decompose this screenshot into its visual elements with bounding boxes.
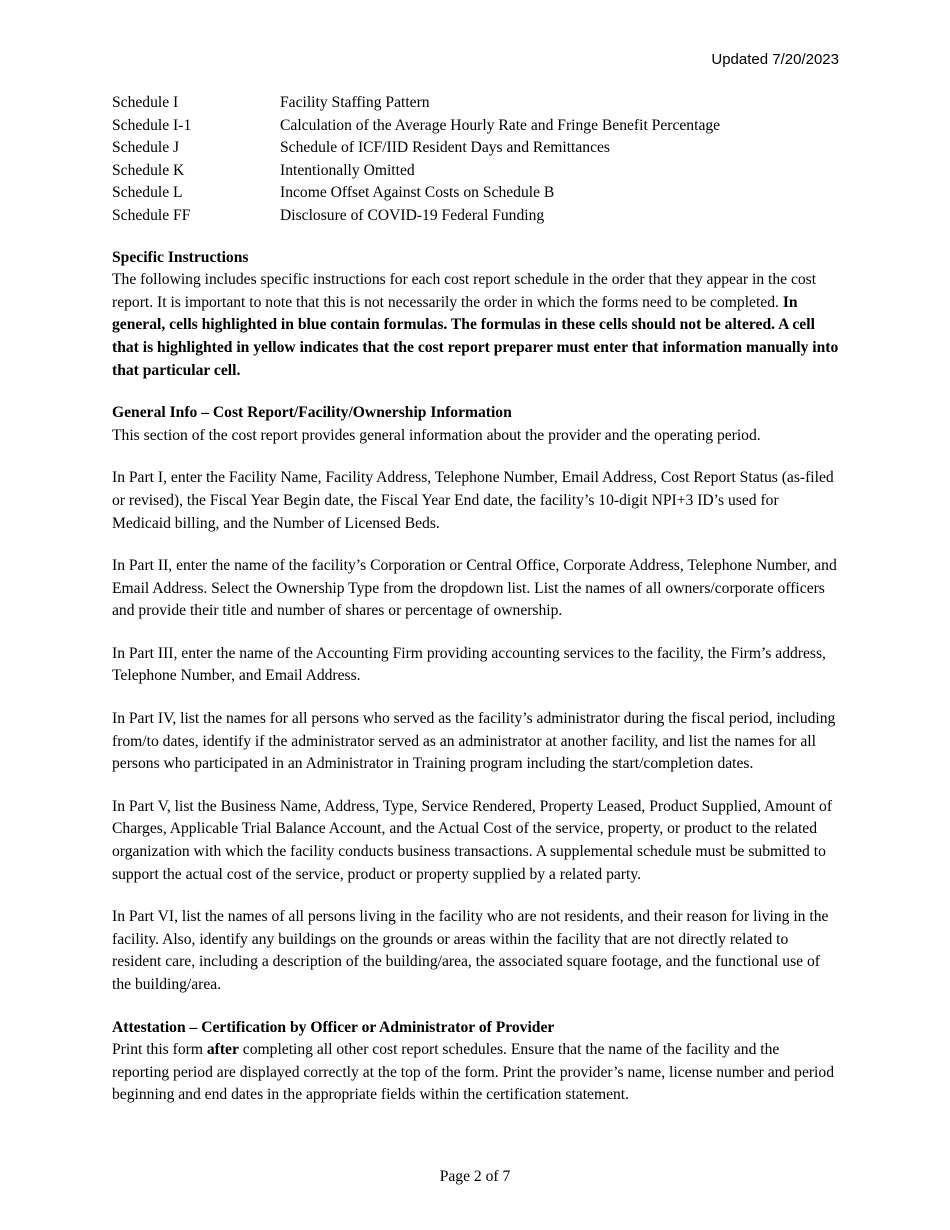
schedule-title: Calculation of the Average Hourly Rate and Fringe Benefit Percentage [280,116,721,134]
general-intro: This section of the cost report provides general information about the provider and the operating period. [112,426,761,444]
schedule-row [112,205,720,228]
specific-instructions-text [112,269,840,382]
updated-date: Updated 7/20/2023 [711,51,839,68]
schedule-code: Schedule I [112,94,179,111]
schedule-code: Schedule K [112,161,185,179]
schedule-row [112,92,720,115]
part-paragraph: In Part V, list the Business Name, Address, Type, Service Rendered, Property Leased, Product Supplied, Amount of Charges, Applicable Trial Balance Account, and the Actual Cost of the service, property, or product to the related organization with which the facility conducts business transactions. A supplemental schedule must be submitted to support the actual cost of the service, product or property supplied by a related party. [112,797,833,883]
specific-instructions-section [112,247,840,383]
schedule-row [112,115,720,138]
emphasis-after: after [206,1041,239,1059]
body-text: completing all other cost report schedules. Ensure that the name of the facility and the reporting period are displayed correctly at the top of the form. Print the provider’s name, license number and period beginning and end dates in the appropriate fields within the certification statement. [112,1041,834,1104]
part-paragraph: In Part IV, list the names for all persons who served as the facility’s administrator during the fiscal period, including from/to dates, identify if the administrator served as an administrator at another facility, and list the names for all persons who participated in an Administrator in Training program including the start/completion dates. [112,710,836,773]
schedule-title: Schedule of ICF/IID Resident Days and Remittances [280,139,610,157]
attestation-text [112,1039,840,1107]
section-heading: Attestation – Certification by Officer or Administrator of Provider [112,1018,555,1036]
schedule-code: Schedule I-1 [112,116,192,134]
schedule-title: Disclosure of COVID-19 Federal Funding [280,206,545,224]
part-paragraph: In Part I, enter the Facility Name, Facility Address, Telephone Number, Email Address, Cost Report Status (as-filed or revised), the Fiscal Year Begin date, the Fiscal Year End date, the facility’s 10-digit NPI+3 ID’s used for Medicaid billing, and the Number of Licensed Beds. [112,469,834,532]
part-paragraph: In Part II, enter the name of the facility’s Corporation or Central Office, Corporate Address, Telephone Number, and Email Address. Select the Ownership Type from the dropdown list. List the names of all owners/corporate officers and provide their title and number of shares or percentage of ownership. [112,557,837,620]
page-number: Page 2 of 7 [439,1168,511,1185]
body-text: Print this form [112,1041,207,1059]
schedule-list [112,92,720,228]
section-heading: General Info – Cost Report/Facility/Ownership Information [112,404,512,422]
schedule-code: Schedule L [112,184,183,202]
schedule-row [112,137,720,160]
attestation-section [112,1017,840,1107]
section-heading: Specific Instructions [112,248,249,266]
general-info-section [112,402,840,996]
schedule-title: Intentionally Omitted [280,161,415,179]
part-paragraph: In Part III, enter the name of the Accounting Firm providing accounting services to the facility, the Firm’s address, Telephone Number, and Email Address. [112,644,826,685]
part-paragraph: In Part VI, list the names of all persons living in the facility who are not residents, and their reason for living in the facility. Also, identify any buildings on the grounds or areas within the facility that are not directly related to resident care, including a description of the building/area, the associated square footage, and the functional use of the building/area. [112,908,829,993]
body-text: The following includes specific instructions for each cost report schedule in the order that they appear in the cost report. It is important to note that this is not necessarily the order in which the forms need to be completed. [112,271,817,311]
schedule-row [112,160,720,183]
schedule-code: Schedule FF [112,206,191,224]
schedule-code: Schedule J [112,139,180,157]
schedule-row [112,182,720,205]
page-content [112,92,840,1107]
schedule-title: Facility Staffing Pattern [280,94,430,111]
schedule-title: Income Offset Against Costs on Schedule B [280,184,555,202]
highlight-note: In general, cells highlighted in blue contain formulas. The formulas in these cells should not be altered. A cell that is highlighted in yellow indicates that the cost report preparer must enter that information manually into that particular cell. [112,293,839,379]
